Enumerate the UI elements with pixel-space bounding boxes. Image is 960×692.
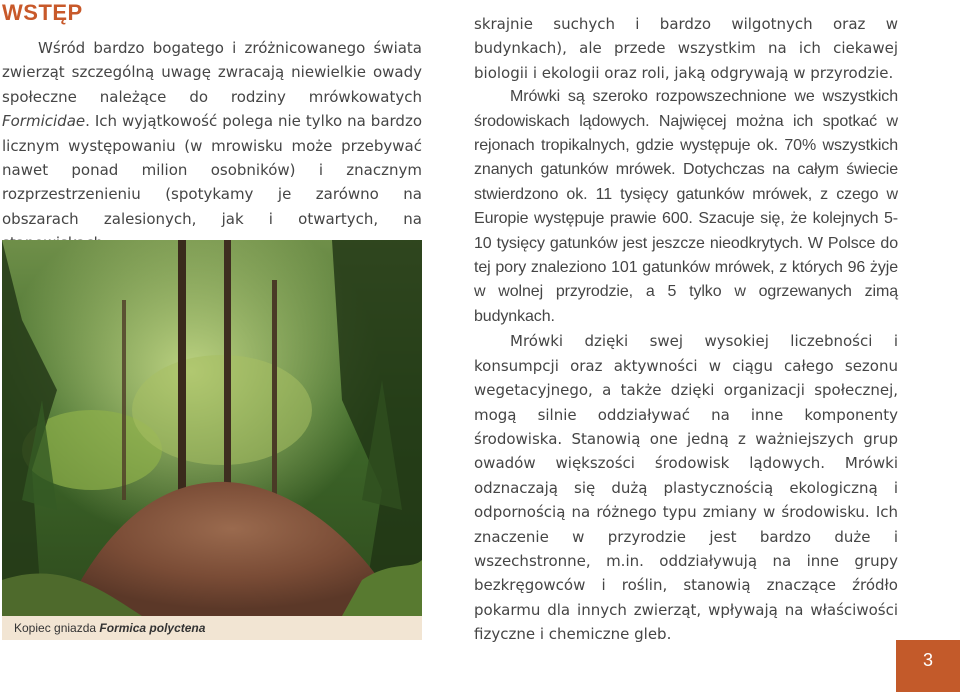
intro-text-b: . Ich wyjątkowość polega nie tylko na bardzo licznym występowaniu (w mrowisku może przebywać nawet ponad milion osobników) i znacznym rozprzestrzenieniu (spotykamy je zarówno na obszarach zalesionych, jak i otwartych, na (2, 112, 422, 228)
forest-anthill-image (2, 240, 422, 616)
caption-species: Formica polyctena (99, 621, 206, 635)
ecology-paragraph: Mrówki dzięki swej wysokiej liczebności i konsumpcji oraz aktywności w ciągu całego sezonu wegetacyjnego, a także dzięki organizacji społecznej, mogą silnie oddziaływać na inne komponenty środowiska. Stanowią one jedną z ważniejszych grup owadów większości środowisk lądowych. Mrówki odznaczają się dużą plastycznością ekologiczną i odpornością na różnego typu zmiany w środowisku. Ich znaczenie w przyrodzie jest bardzo duże i wszechstronne, m.in. oddziaływują na inne grupy bezkręgowców i roślin, stanowią znaczące źródło pokarmu dla innych zwierząt, wpływają na właściwości fizyczne i chemiczne gleb. (474, 332, 898, 644)
distribution-paragraph: Mrówki są szeroko rozpowszechnione we wszystkich środowiskach lądowych. Najwięcej można ich spotkać w rejonach tropikalnych, gdzie występuje ok. 70% wszystkich znanych gatunków mrówek. Dotychczas na całym świecie stwierdzono ok. 11 tysięcy gatunków mrówek, z czego w Europie występuje prawie 600. Szacuje się, że kolejnych 5-10 tysięcy gatunków jest jeszcze nieodkrytych. W Polsce do tej pory znaleziono 101 gatunków mrówek, z których 96 żyje w wolnej przyrodzie, a 5 tylko w ogrzewanych zimą budynkach. (474, 88, 898, 325)
right-column (474, 12, 898, 647)
left-column (2, 36, 422, 256)
photo-caption (2, 616, 422, 640)
page-number-badge: 3 (896, 640, 960, 692)
intro-paragraph (2, 36, 422, 256)
family-name: Formicidae (2, 112, 86, 131)
caption-prefix: Kopiec gniazda (14, 621, 100, 635)
continuation-paragraph: skrajnie suchych i bardzo wilgotnych oraz w budynkach), ale przede wszystkim na ich ciekawej biologii i ekologii oraz roli, jaką odgrywają w przyrodzie. (474, 15, 898, 82)
section-heading: WSTĘP (2, 0, 83, 25)
intro-text-a: Wśród bardzo bogatego i zróżnicowanego świata zwierząt szczególną uwagę zwracają niewielkie owady społeczne należące do rodziny mrówkowatych (2, 39, 422, 106)
anthill-photo (2, 240, 422, 616)
